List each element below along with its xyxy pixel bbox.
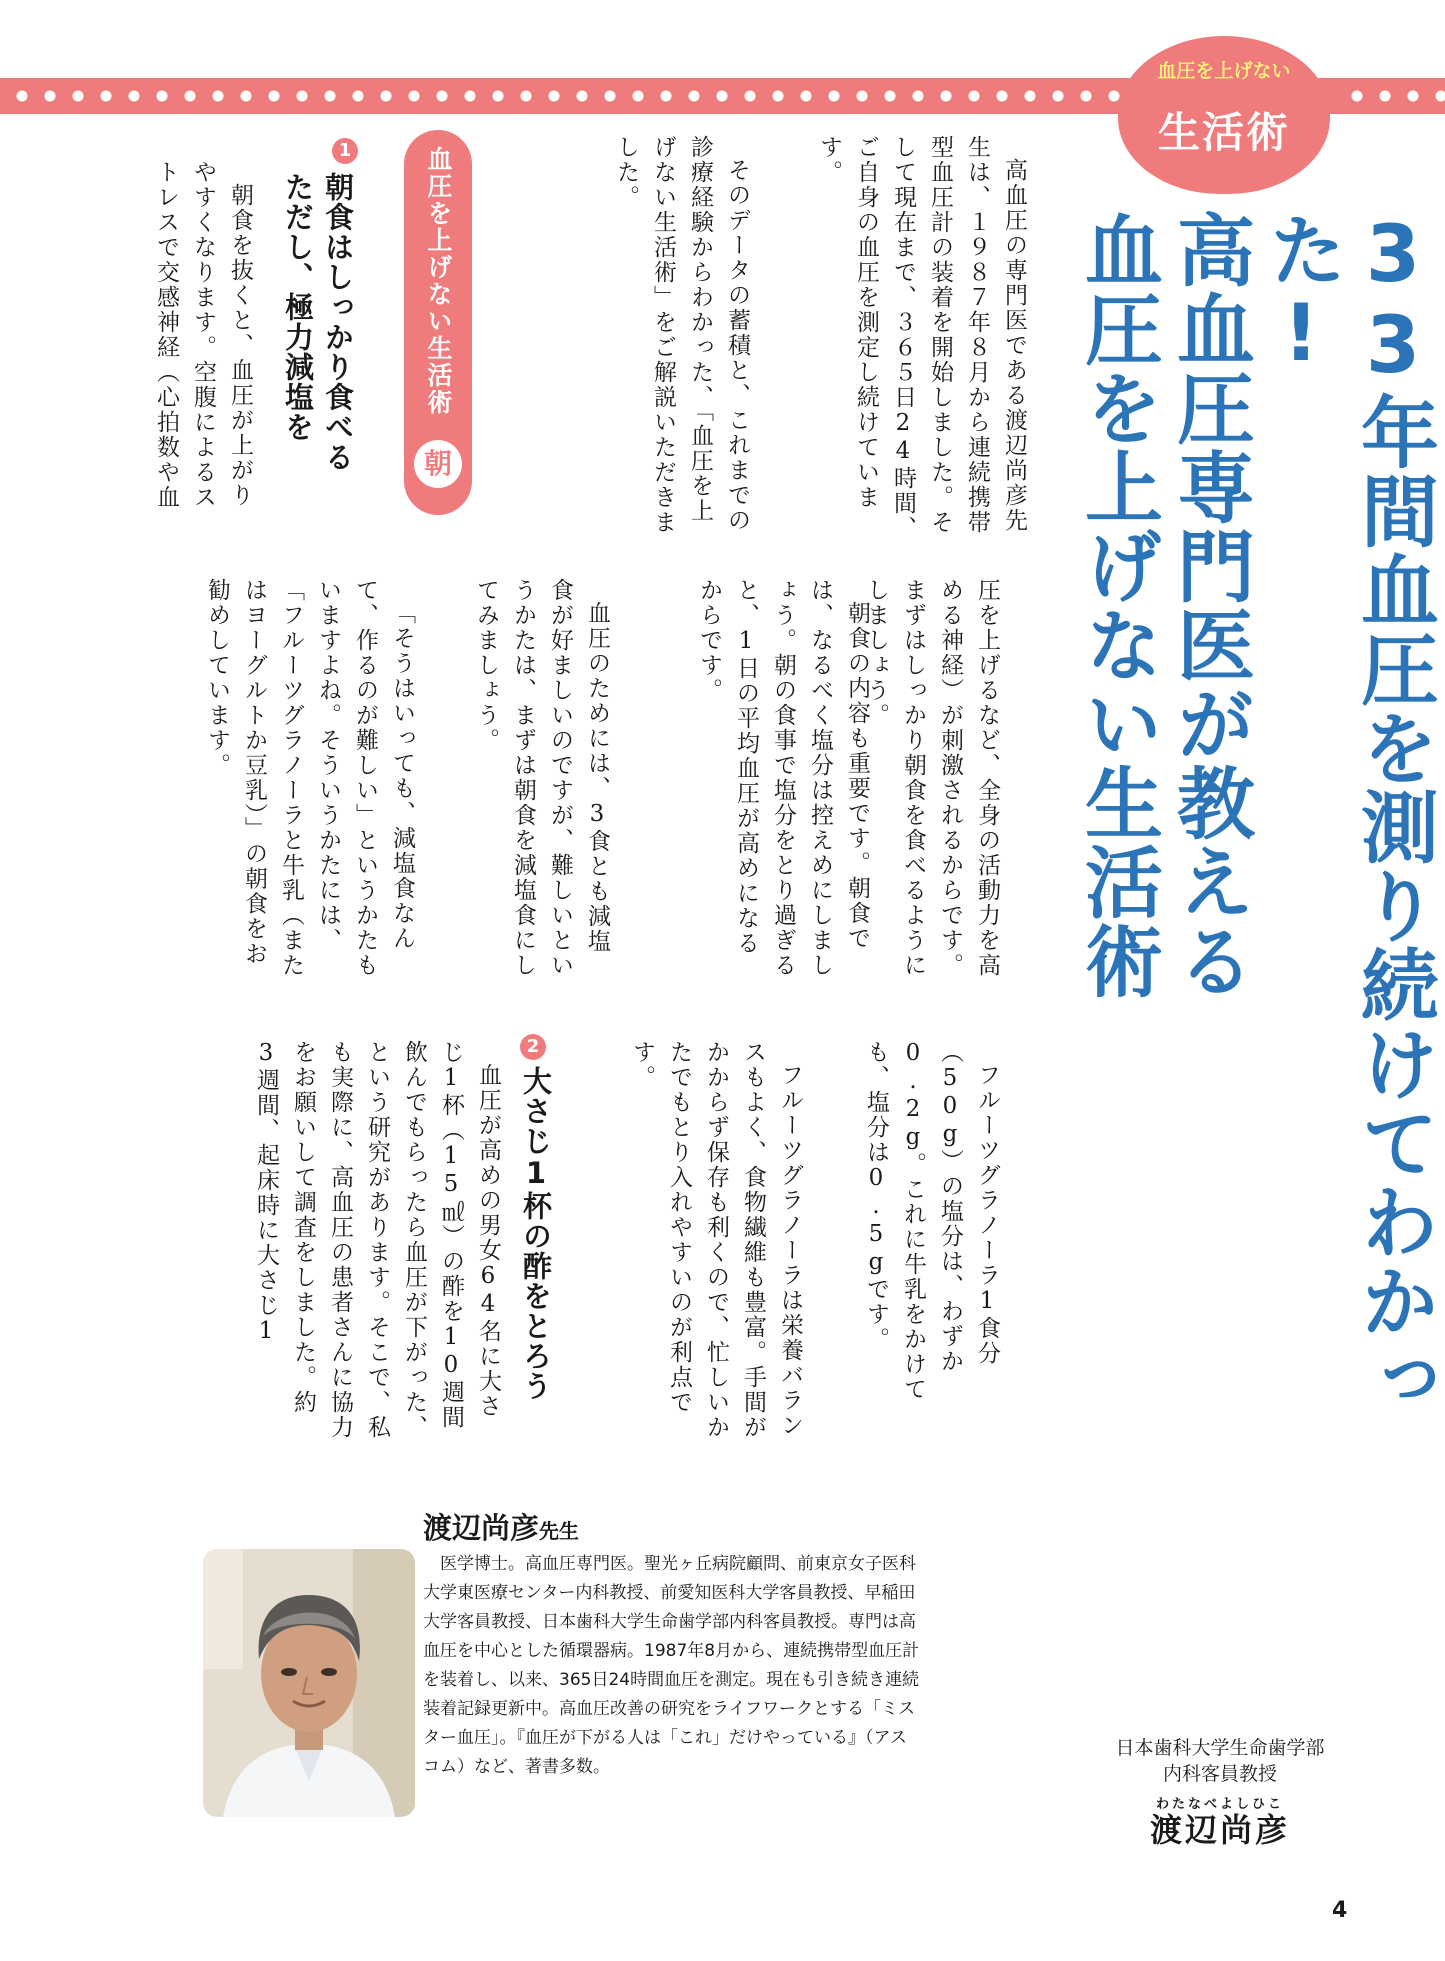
author-name: 渡辺尚彦	[1149, 1811, 1290, 1849]
series-badge-title: 生活術	[1157, 108, 1290, 157]
tip-1-heading-line-1: 朝食はしっかり食べる	[321, 172, 355, 472]
headline-line-3: 血圧を上げない生活術	[1072, 210, 1162, 1000]
author-portrait	[203, 1549, 415, 1817]
author-name-reading: わたなべよしひこ	[1155, 1797, 1284, 1812]
middle-paragraph-4: 「そうはいっても、減塩食なんて、作るのが難しい」というかたもいますよね。そういうかたには、「フルーツグラノーラと牛乳（またはヨーグルトか豆乳）」の朝食をお勧めしています。	[204, 578, 415, 978]
tip-1-heading-line-2: ただし、極力減塩を	[281, 172, 315, 442]
middle-paragraph-2: 朝食の内容も重要です。朝食では、なるべく塩分は控えめにしましょう。朝の食事で塩分をとり過ぎると、1日の平均血圧が高めになるからです。	[696, 578, 870, 978]
profile-name	[423, 1506, 579, 1547]
section-morning-badge: 朝	[414, 440, 462, 488]
author-affiliation-1: 日本歯科大学生命歯学部	[1115, 1737, 1325, 1759]
tip-2-number: 2	[520, 1034, 546, 1060]
author-photo	[203, 1549, 415, 1817]
headline-line-2: 高血圧専門医が教える	[1164, 210, 1254, 1000]
lower-paragraph-2: フルーツグラノーラは栄養バランスもよく、食物繊維も豊富。手間がかからず保存も利くので、忙しいかたでもとり入れやすいのが利点です。	[629, 1040, 803, 1440]
profile-name-text: 渡辺尚彦	[423, 1511, 540, 1545]
profile-bio-text: 医学博士。高血圧専門医。聖光ヶ丘病院顧問、前東京女子医科大学東医療センター内科教授、前愛知医科大学客員教授、早稲田大学客員教授、日本歯科大学生命歯学部内科客員教授。専門は高血圧を中心とした循環器病。1987年8月から、連続携帯型血圧計を装着し、以来、365日24時間血圧を測定。現在も引き続き連続装着記録更新中。高血圧改善の研究をライフワークとする「ミスター血圧」。『血圧が下がる人は「これ」だけやっている』（アスコム）など、著書多数。	[423, 1554, 920, 1777]
profile-name-suffix: 先生	[539, 1519, 580, 1543]
author-affiliation-2: 内科客員教授	[1162, 1763, 1277, 1785]
series-badge-subtitle: 血圧を上げない	[1157, 60, 1291, 82]
headline-line-1: 33年間血圧を測り続けてわかった!	[1256, 210, 1438, 1419]
tip-2-heading: 大さじ1杯の酢をとろう	[519, 1066, 553, 1401]
tip-2-body: 血圧が高めの男女64名に大さじ1杯（15㎖）の酢を10週間飲んでもらったら血圧が下がった、という研究があります。そこで、私も実際に、高血圧の患者さんに協力をお願いして調査をしました。約3週間、起床時に大さじ1	[253, 1040, 501, 1440]
tip-1-body: 朝食を抜くと、血圧が上がりやすくなります。空腹によるストレスで交感神経（心拍数や血	[153, 160, 253, 510]
section-label-text: 血圧を上げない生活術	[424, 146, 453, 416]
intro-paragraph-1: 高血圧の専門医である渡辺尚彦先生は、１９８７年８月から連続携帯型血圧計の装着を開始しました。そして現在まで、３６５日24時間、ご自身の血圧を測定し続けています。	[816, 135, 1027, 541]
header-dots-right	[1335, 89, 1445, 103]
header-dots	[0, 89, 1120, 103]
author-caption	[1075, 1735, 1365, 1848]
middle-paragraph-3: 血圧のためには、3食とも減塩食が好ましいのですが、難しいというかたは、まずは朝食を減塩食にしてみましょう。	[473, 578, 610, 978]
profile-bio	[423, 1550, 923, 1782]
lower-paragraph-1: フルーツグラノーラ1食分（50g）の塩分は、わずか0.2g。これに牛乳をかけても、塩分は0.5gです。	[863, 1040, 1000, 1402]
page-number: 4	[1332, 1898, 1348, 1923]
tip-1-number: 1	[332, 138, 358, 164]
middle-paragraph-1: 圧を上げるなど、全身の活動力を高める神経）が刺激されるからです。まずはしっかり朝食を食べるようにしましょう。	[863, 578, 1000, 978]
intro-paragraph-2: そのデータの蓄積と、これまでの診療経験からわかった、「血圧を上げない生活術」をご解説いただきました。	[613, 135, 750, 535]
